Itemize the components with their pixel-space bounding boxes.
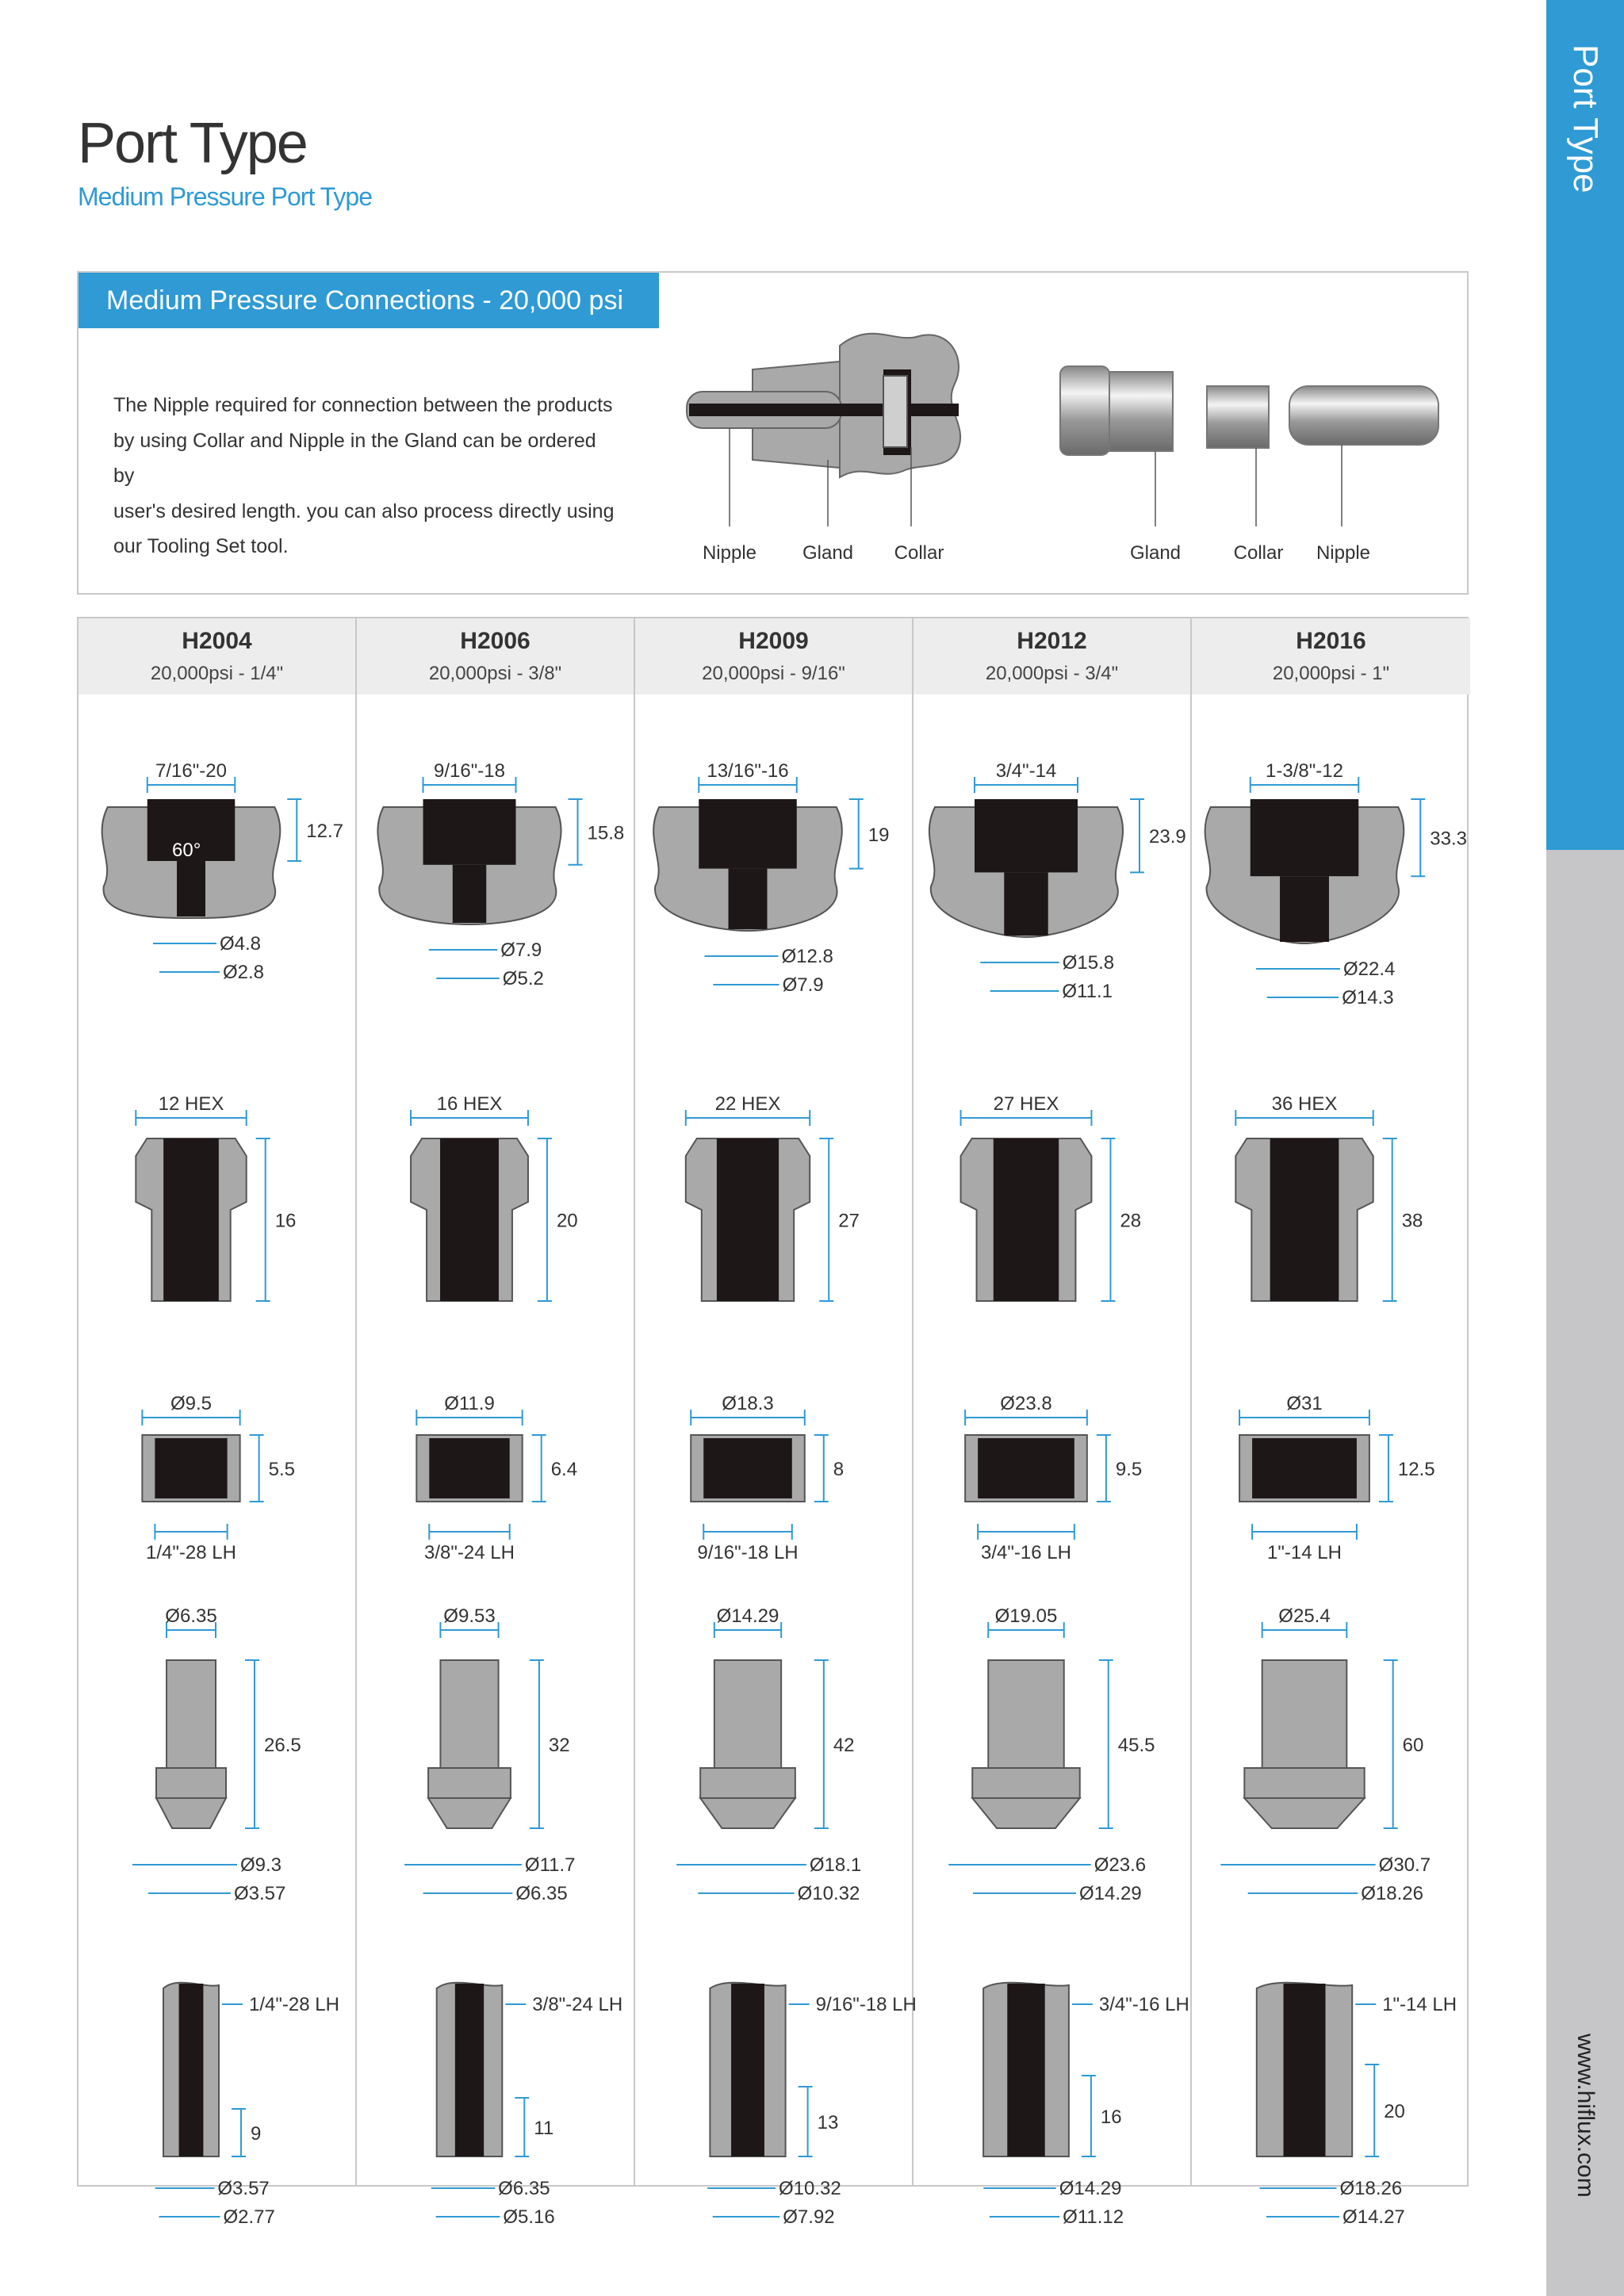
spec-table [77, 617, 1469, 2228]
column-drawings [635, 695, 917, 2228]
port-d2-label: Ø7.9 [782, 974, 824, 996]
port-thread-bore [699, 799, 797, 869]
port-depth-label: 23.9 [1149, 826, 1186, 848]
tool-d1-label: Ø9.3 [240, 1854, 282, 1876]
diagram-label-gland: Gland [1129, 542, 1182, 564]
nipple-d1-label: Ø18.26 [1339, 2178, 1403, 2199]
nipple-len-label: 20 [1384, 2101, 1405, 2122]
tool-len-label: 42 [833, 1735, 855, 1756]
nipple-d2-label: Ø5.16 [503, 2206, 555, 2228]
gland-bore [994, 1138, 1059, 1301]
diagram-label-collar: Collar [894, 542, 944, 564]
tool-shank [1262, 1660, 1347, 1768]
port-depth-label: 19 [868, 824, 890, 846]
intro-line: user's desired length. you can also process directly using [113, 499, 615, 522]
collar-dia-label: Ø9.5 [170, 1393, 213, 1414]
tool-dia-label: Ø19.05 [994, 1605, 1058, 1627]
nipple-thread-label: 1"-14 LH [1382, 1994, 1457, 2015]
column-header [635, 618, 912, 695]
port-thread-label: 3/4"-14 [995, 760, 1057, 782]
spec-column-h2006 [357, 618, 635, 2228]
nipple-d2-label: Ø14.27 [1342, 2206, 1405, 2228]
model-spec: 20,000psi - 3/4" [985, 663, 1119, 684]
port-thread-label: 13/16"-16 [707, 760, 789, 782]
diagram-label-collar: Collar [1233, 542, 1284, 564]
nipple-thread-label: 1/4"-28 LH [249, 1994, 339, 2015]
collar-thread-bore [978, 1438, 1074, 1498]
nipple-d1-label: Ø6.35 [498, 2178, 550, 2199]
tool-len-label: 32 [548, 1735, 570, 1756]
tool-shank [167, 1660, 216, 1768]
diagram-label-nipple: Nipple [702, 542, 757, 564]
model-number: H2004 [182, 628, 252, 654]
column-header [1192, 618, 1470, 695]
tool-dia-label: Ø9.53 [443, 1605, 496, 1627]
tool-collar [972, 1768, 1080, 1798]
collar-thread-label: 3/4"-16 LH [981, 1542, 1071, 1563]
tool-collar [156, 1768, 226, 1798]
tool-d1-label: Ø30.7 [1378, 1854, 1431, 1876]
tool-tip [1244, 1798, 1364, 1828]
gland-hex-label: 36 HEX [1271, 1093, 1338, 1115]
nipple-bore [1007, 1984, 1044, 2156]
column-header [79, 618, 355, 695]
column-drawings [1192, 695, 1469, 2228]
collar-thread-label: 1"-14 LH [1267, 1542, 1342, 1563]
port-d1-label: Ø15.8 [1062, 952, 1115, 974]
port-passage [1004, 872, 1048, 936]
port-d2-label: Ø14.3 [1342, 987, 1394, 1008]
port-depth-label: 12.7 [306, 821, 343, 842]
collar-dia-label: Ø23.8 [1000, 1393, 1052, 1414]
collar-thread-bore [703, 1438, 792, 1498]
port-passage [453, 865, 486, 923]
tool-tip [428, 1798, 511, 1828]
port-depth-label: 33.3 [1430, 828, 1467, 850]
gland-hex-label: 16 HEX [436, 1093, 503, 1115]
collar-thread-bore [155, 1438, 227, 1498]
nipple-len-label: 16 [1100, 2107, 1122, 2128]
model-number: H2009 [738, 628, 809, 654]
tool-len-label: 26.5 [264, 1735, 301, 1756]
intro-line: The Nipple required for connection between the products [113, 394, 613, 416]
nipple-len-label: 11 [534, 2118, 554, 2139]
collar-dia-label: Ø11.9 [444, 1393, 495, 1414]
tool-tip [700, 1798, 795, 1828]
tool-tip [156, 1798, 226, 1828]
sidebar-url[interactable]: www.hiflux.com [1572, 2034, 1599, 2198]
intro-heading: Medium Pressure Connections - 20,000 psi [79, 273, 659, 328]
nipple-bore [1284, 1984, 1326, 2156]
tool-d2-label: Ø14.29 [1078, 1883, 1142, 1904]
sidebar-tab-label[interactable]: Port Type [1566, 44, 1605, 193]
nipple-bore [689, 404, 959, 416]
collar-thread-label: 3/8"-24 LH [424, 1542, 515, 1563]
model-spec: 20,000psi - 9/16" [702, 663, 845, 684]
collar-thread-label: 1/4"-28 LH [146, 1542, 236, 1563]
collar-dia-label: Ø31 [1286, 1393, 1323, 1414]
port-d1-label: Ø7.9 [500, 939, 542, 961]
tool-dia-label: Ø14.29 [716, 1605, 779, 1627]
tool-d2-label: Ø18.26 [1361, 1883, 1424, 1904]
nipple-thread-label: 9/16"-18 LH [815, 1994, 917, 2015]
tool-len-label: 60 [1402, 1735, 1424, 1756]
collar-section [883, 376, 907, 447]
spec-column-h2012 [914, 618, 1192, 2228]
tool-shank [440, 1660, 498, 1768]
model-spec: 20,000psi - 1/4" [150, 663, 284, 684]
port-thread-bore [975, 799, 1078, 872]
gland-part-hex [1060, 366, 1109, 455]
nipple-bore [455, 1984, 484, 2156]
diagram-label-gland: Gland [802, 542, 854, 564]
gland-hex-label: 27 HEX [993, 1093, 1059, 1115]
tool-tip [972, 1798, 1080, 1828]
nipple-len-label: 9 [251, 2123, 262, 2145]
collar-thread-label: 9/16"-18 LH [697, 1542, 799, 1563]
port-d1-label: Ø4.8 [220, 933, 262, 955]
port-thread-label: 9/16"-18 [434, 760, 505, 782]
port-thread-label: 7/16"-20 [155, 760, 227, 782]
collar-len-label: 5.5 [268, 1459, 295, 1480]
gland-length-label: 38 [1401, 1210, 1423, 1232]
nipple-d1-label: Ø3.57 [217, 2178, 270, 2199]
port-d1-label: Ø22.4 [1342, 959, 1396, 980]
collar-thread-bore [1252, 1438, 1357, 1498]
tool-collar [428, 1768, 511, 1798]
port-d2-label: Ø11.1 [1062, 981, 1113, 1002]
tool-shank [714, 1660, 781, 1768]
port-thread-label: 1-3/8"-12 [1266, 760, 1343, 782]
column-header [914, 618, 1190, 695]
tool-shank [988, 1660, 1063, 1768]
spec-column-h2009 [635, 618, 917, 2228]
spec-column-h2016 [1192, 618, 1470, 2228]
model-number: H2016 [1296, 628, 1366, 654]
collar-len-label: 9.5 [1115, 1459, 1143, 1480]
gland-length-label: 28 [1120, 1210, 1142, 1232]
gland-bore [1270, 1138, 1339, 1301]
intro-line: by using Collar and Nipple in the Gland can be ordered by [113, 429, 596, 487]
tool-d2-label: Ø10.32 [797, 1883, 860, 1904]
collar-len-label: 6.4 [550, 1459, 578, 1480]
spec-column-h2004 [79, 618, 357, 2228]
nipple-part [1289, 386, 1438, 445]
intro-line: our Tooling Set tool. [113, 535, 289, 557]
tool-collar [700, 1768, 795, 1798]
nipple-bore [179, 1984, 204, 2156]
column-header [357, 618, 634, 695]
tool-d1-label: Ø18.1 [809, 1854, 862, 1876]
collar-len-label: 8 [833, 1459, 845, 1480]
nipple-d2-label: Ø7.92 [783, 2206, 835, 2228]
tool-d2-label: Ø3.57 [234, 1883, 286, 1904]
collar-part [1207, 386, 1269, 448]
connection-diagram [79, 273, 1467, 593]
port-thread-bore [423, 799, 516, 865]
page-title: Port Type [78, 112, 307, 175]
nipple-thread-label: 3/8"-24 LH [532, 1994, 623, 2015]
port-d1-label: Ø12.8 [781, 946, 833, 967]
port-passage [1280, 876, 1329, 942]
gland-hex-label: 22 HEX [714, 1093, 781, 1115]
nipple-d2-label: Ø11.12 [1063, 2206, 1124, 2228]
model-number: H2012 [1017, 628, 1087, 654]
collar-thread-bore [429, 1438, 509, 1498]
column-drawings [79, 695, 355, 2228]
diagram-label-nipple: Nipple [1316, 542, 1371, 564]
nipple-bore [731, 1984, 764, 2156]
gland-bore [440, 1138, 499, 1301]
port-passage [729, 869, 768, 929]
column-drawings [357, 695, 634, 2228]
tool-dia-label: Ø25.4 [1278, 1605, 1331, 1627]
collar-dia-label: Ø18.3 [722, 1393, 774, 1414]
model-spec: 20,000psi - 1" [1272, 663, 1390, 684]
gland-part-thread [1109, 372, 1173, 451]
port-thread-bore [1251, 799, 1359, 876]
page-subtitle: Medium Pressure Port Type [78, 182, 373, 211]
port-d2-label: Ø2.8 [223, 962, 265, 983]
tool-d2-label: Ø6.35 [515, 1883, 568, 1904]
nipple-len-label: 13 [817, 2112, 839, 2133]
port-angle-label: 60° [172, 840, 201, 861]
nipple-d1-label: Ø14.29 [1059, 2178, 1122, 2199]
nipple-d2-label: Ø2.77 [223, 2206, 275, 2228]
nipple-thread-label: 3/4"-16 LH [1098, 1994, 1189, 2015]
tool-d1-label: Ø11.7 [524, 1854, 576, 1876]
intro-panel [77, 271, 1469, 595]
tool-collar [1244, 1768, 1364, 1798]
tool-len-label: 45.5 [1117, 1735, 1155, 1756]
gland-hex-label: 12 HEX [158, 1093, 224, 1115]
gland-bore [717, 1138, 779, 1301]
port-d2-label: Ø5.2 [502, 968, 544, 989]
gland-length-label: 27 [838, 1210, 860, 1232]
tool-dia-label: Ø6.35 [165, 1605, 217, 1627]
collar-len-label: 12.5 [1397, 1459, 1435, 1480]
nipple-d1-label: Ø10.32 [778, 2178, 841, 2199]
port-passage [177, 861, 205, 916]
model-number: H2006 [460, 628, 530, 654]
gland-length-label: 16 [274, 1210, 297, 1232]
gland-bore [163, 1138, 219, 1301]
tool-d1-label: Ø23.6 [1094, 1854, 1147, 1876]
port-depth-label: 15.8 [587, 822, 625, 844]
model-spec: 20,000psi - 3/8" [428, 663, 562, 684]
column-drawings [914, 695, 1190, 2228]
gland-length-label: 20 [556, 1210, 578, 1232]
